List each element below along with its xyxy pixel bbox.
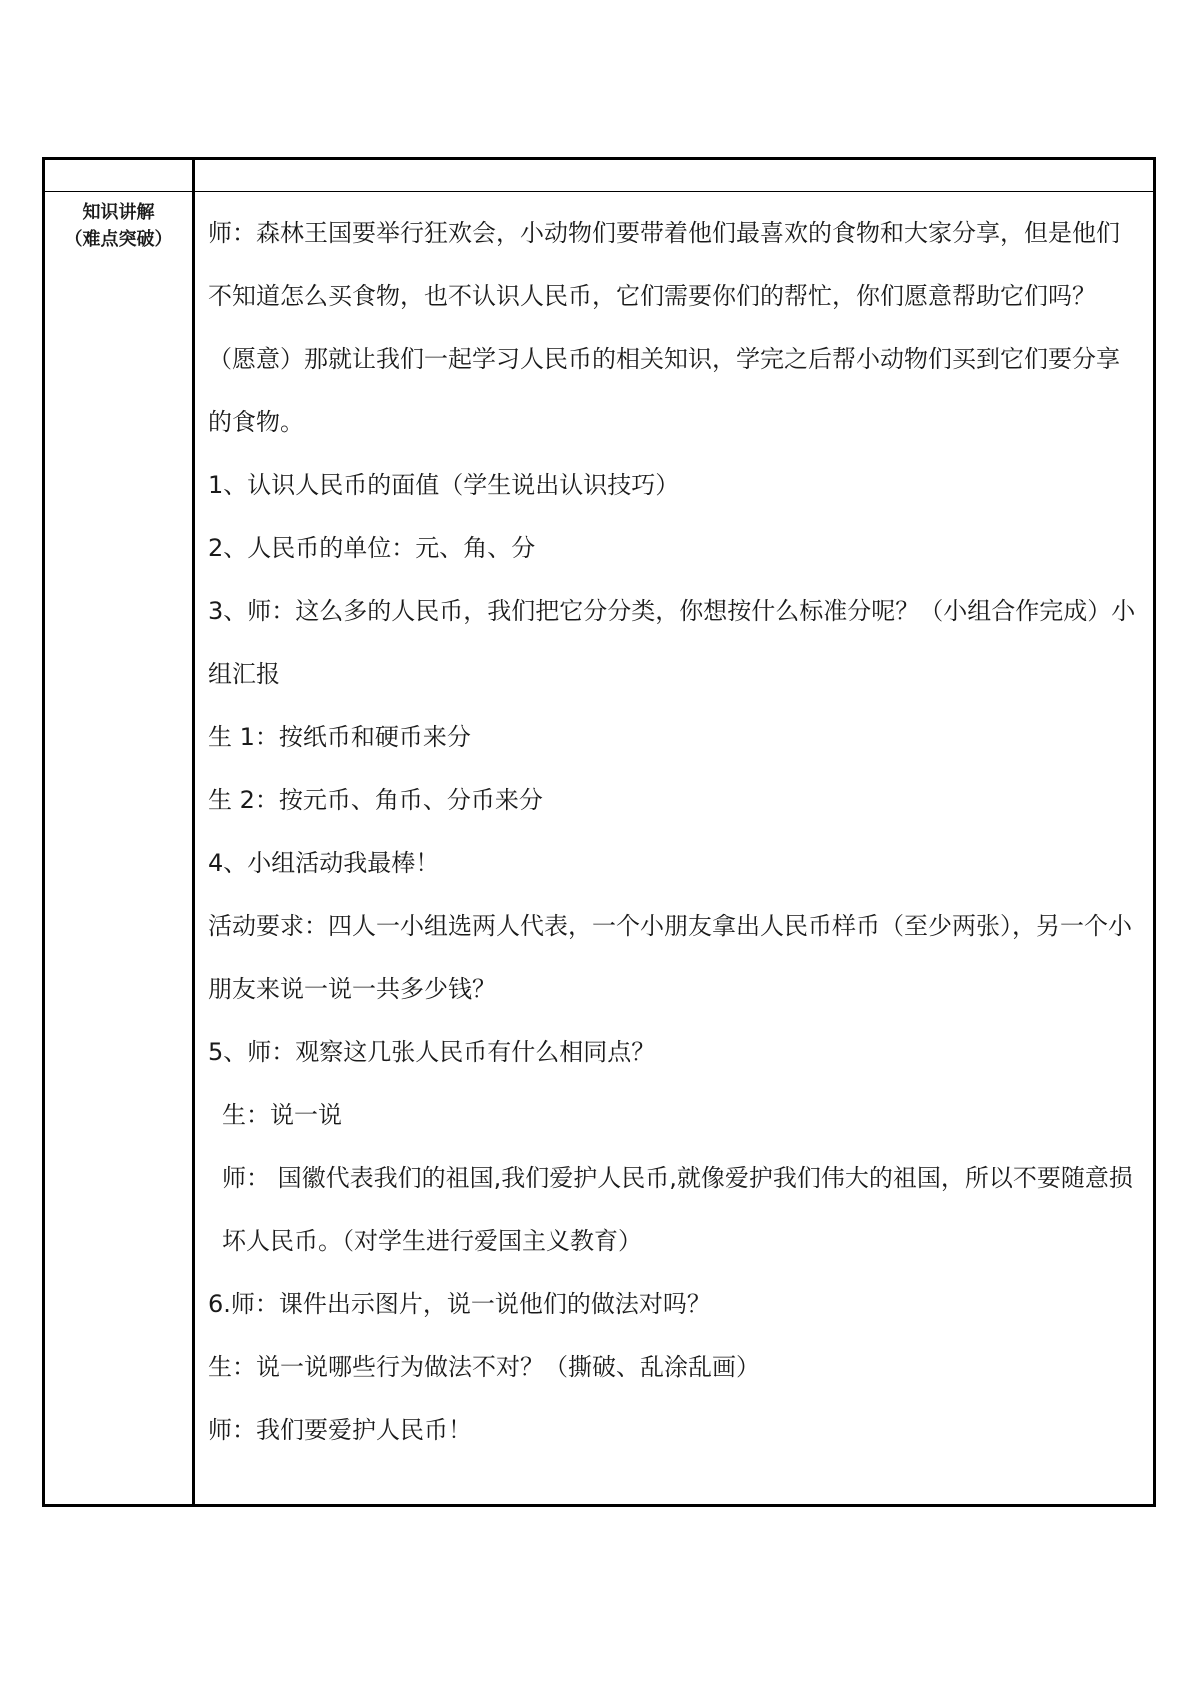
section-label-cell (45, 192, 195, 1504)
content-paragraph: 生 1：按纸币和硬币来分 (208, 723, 471, 751)
lesson-content-cell (195, 192, 1153, 1504)
section-label-subtitle: （难点突破） (64, 229, 173, 250)
content-paragraph: 生：说一说 (222, 1101, 342, 1129)
section-label-title: 知识讲解 (82, 202, 155, 223)
content-paragraph: 6.师：课件出示图片，说一说他们的做法对吗？ (208, 1290, 711, 1318)
content-paragraph: 2、人民币的单位：元、角、分 (208, 534, 536, 562)
content-paragraph: 5、师：观察这几张人民币有什么相同点？ (208, 1038, 656, 1066)
content-paragraph: 4、小组活动我最棒！ (208, 849, 440, 877)
content-paragraph: 1、认识人民币的面值（学生说出认识技巧） (208, 471, 680, 499)
content-paragraph: 活动要求：四人一小组选两人代表，一个小朋友拿出人民币样币（至少两张），另一个小朋友来说一说一共多少钱？ (208, 912, 1132, 1003)
content-paragraph: 3、师：这么多的人民币，我们把它分分类，你想按什么标准分呢？（小组合作完成）小组汇报 (208, 597, 1136, 688)
content-paragraph: 师：我们要爱护人民币！ (208, 1416, 472, 1444)
lesson-table (42, 157, 1156, 1507)
content-paragraph: 生 2：按元币、角币、分币来分 (208, 786, 543, 814)
header-left-cell (45, 160, 195, 192)
content-paragraph: 生：说一说哪些行为做法不对？（撕破、乱涂乱画） (208, 1353, 760, 1381)
content-paragraph: 师： 国徽代表我们的祖国,我们爱护人民币,就像爱护我们伟大的祖国，所以不要随意损坏人民币。（对学生进行爱国主义教育） (222, 1164, 1133, 1255)
content-paragraph: （愿意）那就让我们一起学习人民币的相关知识，学完之后帮小动物们买到它们要分享的食物。 (208, 345, 1120, 436)
content-paragraph: 师：森林王国要举行狂欢会，小动物们要带着他们最喜欢的食物和大家分享，但是他们不知道怎么买食物，也不认识人民币，它们需要你们的帮忙，你们愿意帮助它们吗？ (208, 219, 1120, 310)
header-right-cell (195, 160, 1153, 192)
